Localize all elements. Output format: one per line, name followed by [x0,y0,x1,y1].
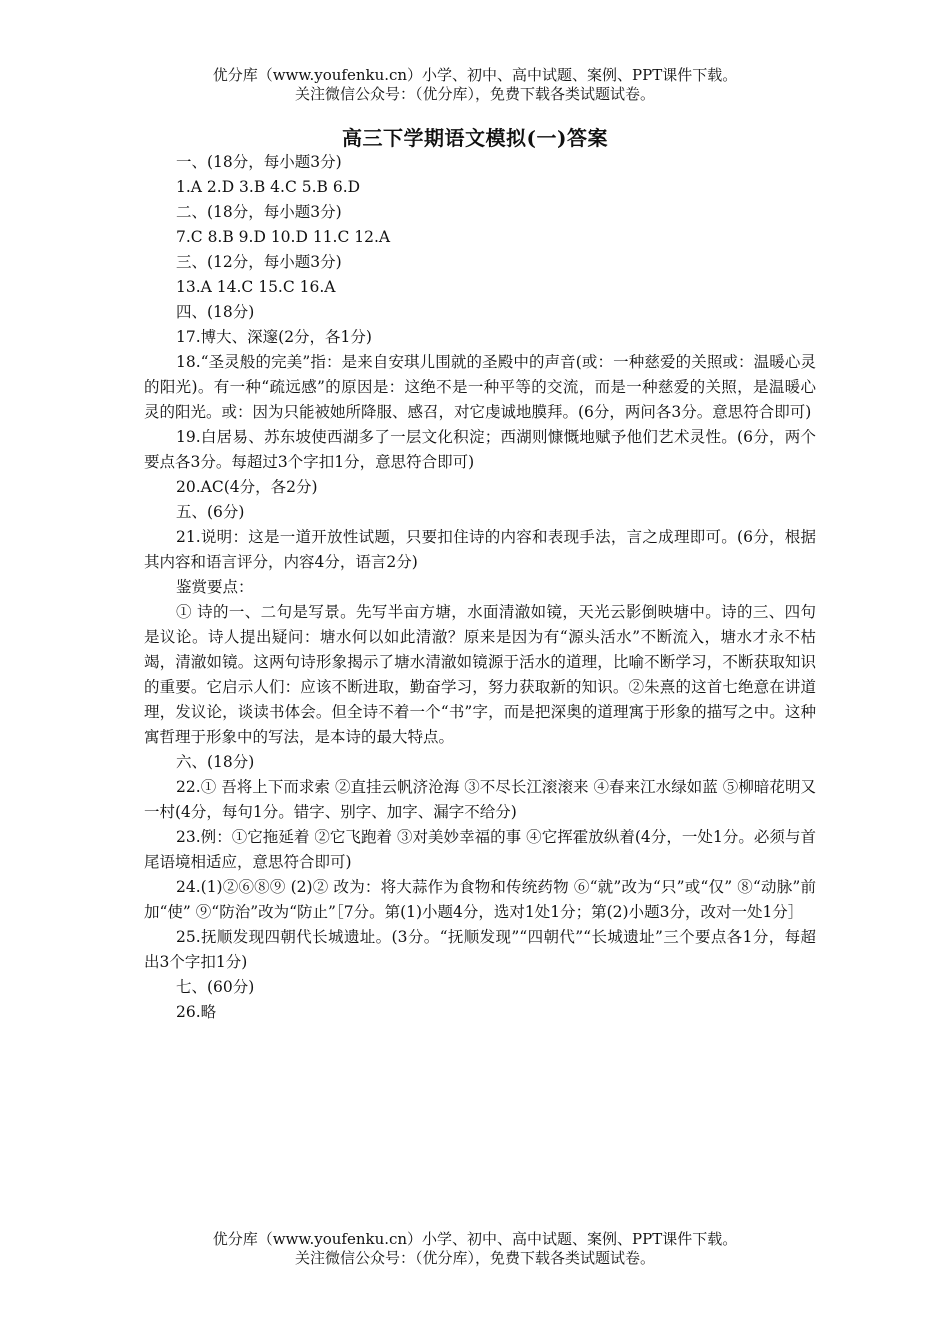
section-3-answers: 13.A 14.C 15.C 16.A [176,278,336,296]
page-header [0,66,950,104]
answer-21: 21.说明：这是一道开放性试题，只要扣住诗的内容和表现手法，言之成理即可。(6分，根据其内容和语言评分，内容4分，语言2分) [144,528,816,571]
section-6-heading: 六、(18分) [176,753,255,771]
footer-line-1: 优分库（www.youfenku.cn）小学、初中、高中试题、案例、PPT课件下载。 [212,1230,738,1248]
section-2-heading: 二、(18分，每小题3分) [176,203,342,221]
answer-25: 25.抚顺发现四朝代长城遗址。(3分。“抚顺发现”“四朝代”“长城遗址”三个要点各1分，每超出3个字扣1分) [144,928,816,971]
section-3-heading: 三、(12分，每小题3分) [176,253,342,271]
section-2-answers: 7.C 8.B 9.D 10.D 11.C 12.A [176,228,391,246]
section-4-heading: 四、(18分) [176,303,255,321]
answer-22: 22.① 吾将上下而求索 ②直挂云帆济沧海 ③不尽长江滚滚来 ④春来江水绿如蓝 ⑤柳暗花明又一村(4分，每句1分。错字、别字、加字、漏字不给分) [144,778,816,821]
section-1-heading: 一、(18分，每小题3分) [176,153,342,171]
section-1-answers: 1.A 2.D 3.B 4.C 5.B 6.D [176,178,361,196]
answer-body [144,150,816,1025]
answer-24: 24.(1)②⑥⑧⑨ (2)② 改为：将大蒜作为食物和传统药物 ⑥“就”改为“只”或“仅” ⑧“动脉”前加“使” ⑨“防治”改为“防止”［7分。第(1)小题4分，选对1处1分；第(2)小题3分，改对一处1分］ [144,878,816,921]
header-line-2: 关注微信公众号：（优分库），免费下载各类试题试卷。 [294,85,655,103]
section-5-heading: 五、(6分) [176,503,245,521]
answer-26: 26.略 [176,1003,217,1021]
answer-23: 23.例：①它拖延着 ②它飞跑着 ③对美妙幸福的事 ④它挥霍放纵着(4分，一处1分。必须与首尾语境相适应，意思符合即可) [144,828,816,871]
answer-18: 18.“圣灵般的完美”指：是来自安琪儿围就的圣殿中的声音(或：一种慈爱的关照或：温暖心灵的阳光)。有一种“疏远感”的原因是：这绝不是一种平等的交流，而是一种慈爱的关照，是温暖心灵的阳光。或：因为只能被她所降服、感召，对它虔诚地膜拜。(6分，两问各3分。意思符合即可) [144,353,816,421]
answer-17: 17.博大、深邃(2分，各1分) [176,328,372,346]
document-title: 高三下学期语文模拟(一)答案 [342,126,608,150]
appreciation-heading: 鉴赏要点： [176,578,254,596]
header-line-1: 优分库（www.youfenku.cn）小学、初中、高中试题、案例、PPT课件下载。 [212,66,738,84]
page-footer [0,1230,950,1268]
section-7-heading: 七、(60分) [176,978,255,996]
answer-19: 19.白居易、苏东坡使西湖多了一层文化积淀；西湖则慷慨地赋予他们艺术灵性。(6分，两个要点各3分。每超过3个字扣1分，意思符合即可) [144,428,816,471]
answer-20: 20.AC(4分，各2分) [176,478,318,496]
appreciation-points: ① 诗的一、二句是写景。先写半亩方塘，水面清澈如镜，天光云影倒映塘中。诗的三、四句是议论。诗人提出疑问：塘水何以如此清澈？原来是因为有“源头活水”不断流入，塘水才永不枯竭，清澈如镜。这两句诗形象揭示了塘水清澈如镜源于活水的道理，比喻不断学习，不断获取知识的重要。它启示人们：应该不断进取，勤奋学习，努力获取新的知识。②朱熹的这首七绝意在讲道理，发议论，谈读书体会。但全诗不着一个“书”字，而是把深奥的道理寓于形象的描写之中。这种寓哲理于形象中的写法，是本诗的最大特点。 [144,603,816,746]
footer-line-2: 关注微信公众号：（优分库），免费下载各类试题试卷。 [294,1249,655,1267]
